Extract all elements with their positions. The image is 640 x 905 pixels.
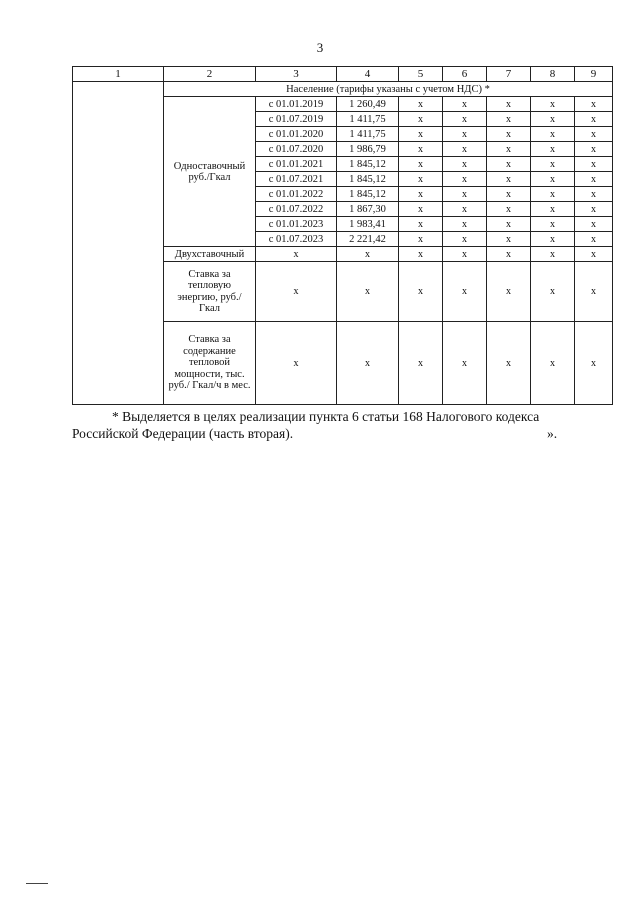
single-rate-label: Одноставочный руб./Гкал	[164, 97, 256, 247]
header-cell: 4	[337, 67, 399, 82]
x-cell: х	[399, 232, 443, 247]
period-cell: с 01.01.2020	[256, 127, 337, 142]
x-cell: х	[399, 322, 443, 405]
x-cell: х	[575, 202, 613, 217]
x-cell: х	[531, 232, 575, 247]
x-cell: х	[487, 262, 531, 322]
x-cell: х	[575, 127, 613, 142]
x-cell: х	[531, 217, 575, 232]
header-cell: 2	[164, 67, 256, 82]
energy-rate-row-label: Ставка за тепловую энергию, руб./Гкал	[164, 262, 256, 322]
x-cell: х	[531, 157, 575, 172]
x-cell: х	[443, 187, 487, 202]
x-cell: х	[337, 262, 399, 322]
header-cell: 7	[487, 67, 531, 82]
x-cell: х	[531, 247, 575, 262]
x-cell: х	[487, 157, 531, 172]
period-cell: с 01.07.2022	[256, 202, 337, 217]
x-cell: х	[443, 202, 487, 217]
x-cell: х	[443, 247, 487, 262]
x-cell: х	[487, 97, 531, 112]
x-cell: х	[443, 262, 487, 322]
x-cell: х	[531, 142, 575, 157]
header-cell: 1	[73, 67, 164, 82]
tariff-value-cell: 1 411,75	[337, 112, 399, 127]
tariff-value-cell: 1 867,30	[337, 202, 399, 217]
capacity-rate-row-label: Ставка за содержание тепловой мощности, тыс. руб./ Гкал/ч в мес.	[164, 322, 256, 405]
two-rate-row-label: Двухставочный	[164, 247, 256, 262]
tariff-value-cell: 1 845,12	[337, 157, 399, 172]
x-cell: х	[399, 217, 443, 232]
tariff-value-cell: 2 221,42	[337, 232, 399, 247]
tariff-value-cell: 1 983,41	[337, 217, 399, 232]
header-cell: 8	[531, 67, 575, 82]
x-cell: х	[399, 202, 443, 217]
corner-mark	[26, 883, 48, 884]
period-cell: с 01.07.2019	[256, 112, 337, 127]
x-cell: х	[575, 172, 613, 187]
x-cell: х	[443, 112, 487, 127]
footnote-line: * Выделяется в целях реализации пункта 6 статьи 168 Налогового кодекса	[112, 409, 540, 424]
x-cell: х	[443, 157, 487, 172]
section-row	[73, 82, 613, 97]
x-cell: х	[399, 187, 443, 202]
page-number: 3	[316, 40, 324, 55]
x-cell: х	[256, 322, 337, 405]
x-cell: х	[575, 217, 613, 232]
period-cell: с 01.01.2019	[256, 97, 337, 112]
x-cell: х	[575, 97, 613, 112]
empty-cell	[73, 82, 164, 405]
x-cell: х	[487, 127, 531, 142]
x-cell: х	[575, 157, 613, 172]
x-cell: х	[399, 112, 443, 127]
x-cell: х	[487, 232, 531, 247]
x-cell: х	[399, 142, 443, 157]
header-cell: 9	[575, 67, 613, 82]
tariff-value-cell: 1 986,79	[337, 142, 399, 157]
x-cell: х	[531, 322, 575, 405]
x-cell: х	[575, 187, 613, 202]
x-cell: х	[531, 202, 575, 217]
x-cell: х	[487, 247, 531, 262]
x-cell: х	[531, 187, 575, 202]
x-cell: х	[487, 217, 531, 232]
x-cell: х	[256, 247, 337, 262]
x-cell: х	[487, 142, 531, 157]
x-cell: х	[399, 247, 443, 262]
x-cell: х	[256, 262, 337, 322]
tariff-value-cell: 1 845,12	[337, 172, 399, 187]
x-cell: х	[443, 142, 487, 157]
x-cell: х	[399, 127, 443, 142]
x-cell: х	[575, 112, 613, 127]
header-cell: 6	[443, 67, 487, 82]
x-cell: х	[443, 97, 487, 112]
x-cell: х	[443, 217, 487, 232]
period-cell: с 01.07.2021	[256, 172, 337, 187]
tariff-value-cell: 1 845,12	[337, 187, 399, 202]
x-cell: х	[443, 172, 487, 187]
x-cell: х	[399, 97, 443, 112]
x-cell: х	[487, 172, 531, 187]
x-cell: х	[531, 127, 575, 142]
x-cell: х	[531, 172, 575, 187]
period-cell: с 01.01.2022	[256, 187, 337, 202]
header-cell: 5	[399, 67, 443, 82]
x-cell: х	[575, 142, 613, 157]
period-cell: с 01.01.2023	[256, 217, 337, 232]
tariff-table	[72, 66, 613, 405]
footnote-line: Российской Федерации (часть вторая).	[72, 426, 294, 441]
x-cell: х	[443, 127, 487, 142]
x-cell: х	[487, 322, 531, 405]
footnote-closing-quote: ».	[547, 426, 558, 441]
header-cell: 3	[256, 67, 337, 82]
x-cell: х	[575, 247, 613, 262]
period-cell: с 01.07.2020	[256, 142, 337, 157]
x-cell: х	[337, 322, 399, 405]
period-cell: с 01.01.2021	[256, 157, 337, 172]
x-cell: х	[531, 112, 575, 127]
x-cell: х	[487, 187, 531, 202]
footnote	[72, 408, 612, 442]
x-cell: х	[575, 322, 613, 405]
x-cell: х	[399, 157, 443, 172]
x-cell: х	[531, 97, 575, 112]
x-cell: х	[337, 247, 399, 262]
x-cell: х	[531, 262, 575, 322]
section-title: Население (тарифы указаны с учетом НДС) *	[164, 82, 613, 97]
x-cell: х	[487, 112, 531, 127]
x-cell: х	[399, 172, 443, 187]
tariff-value-cell: 1 260,49	[337, 97, 399, 112]
header-row	[73, 67, 613, 82]
tariff-value-cell: 1 411,75	[337, 127, 399, 142]
period-cell: с 01.07.2023	[256, 232, 337, 247]
x-cell: х	[399, 262, 443, 322]
x-cell: х	[443, 232, 487, 247]
x-cell: х	[487, 202, 531, 217]
x-cell: х	[575, 232, 613, 247]
tariff-table-body	[73, 67, 613, 405]
x-cell: х	[443, 322, 487, 405]
x-cell: х	[575, 262, 613, 322]
